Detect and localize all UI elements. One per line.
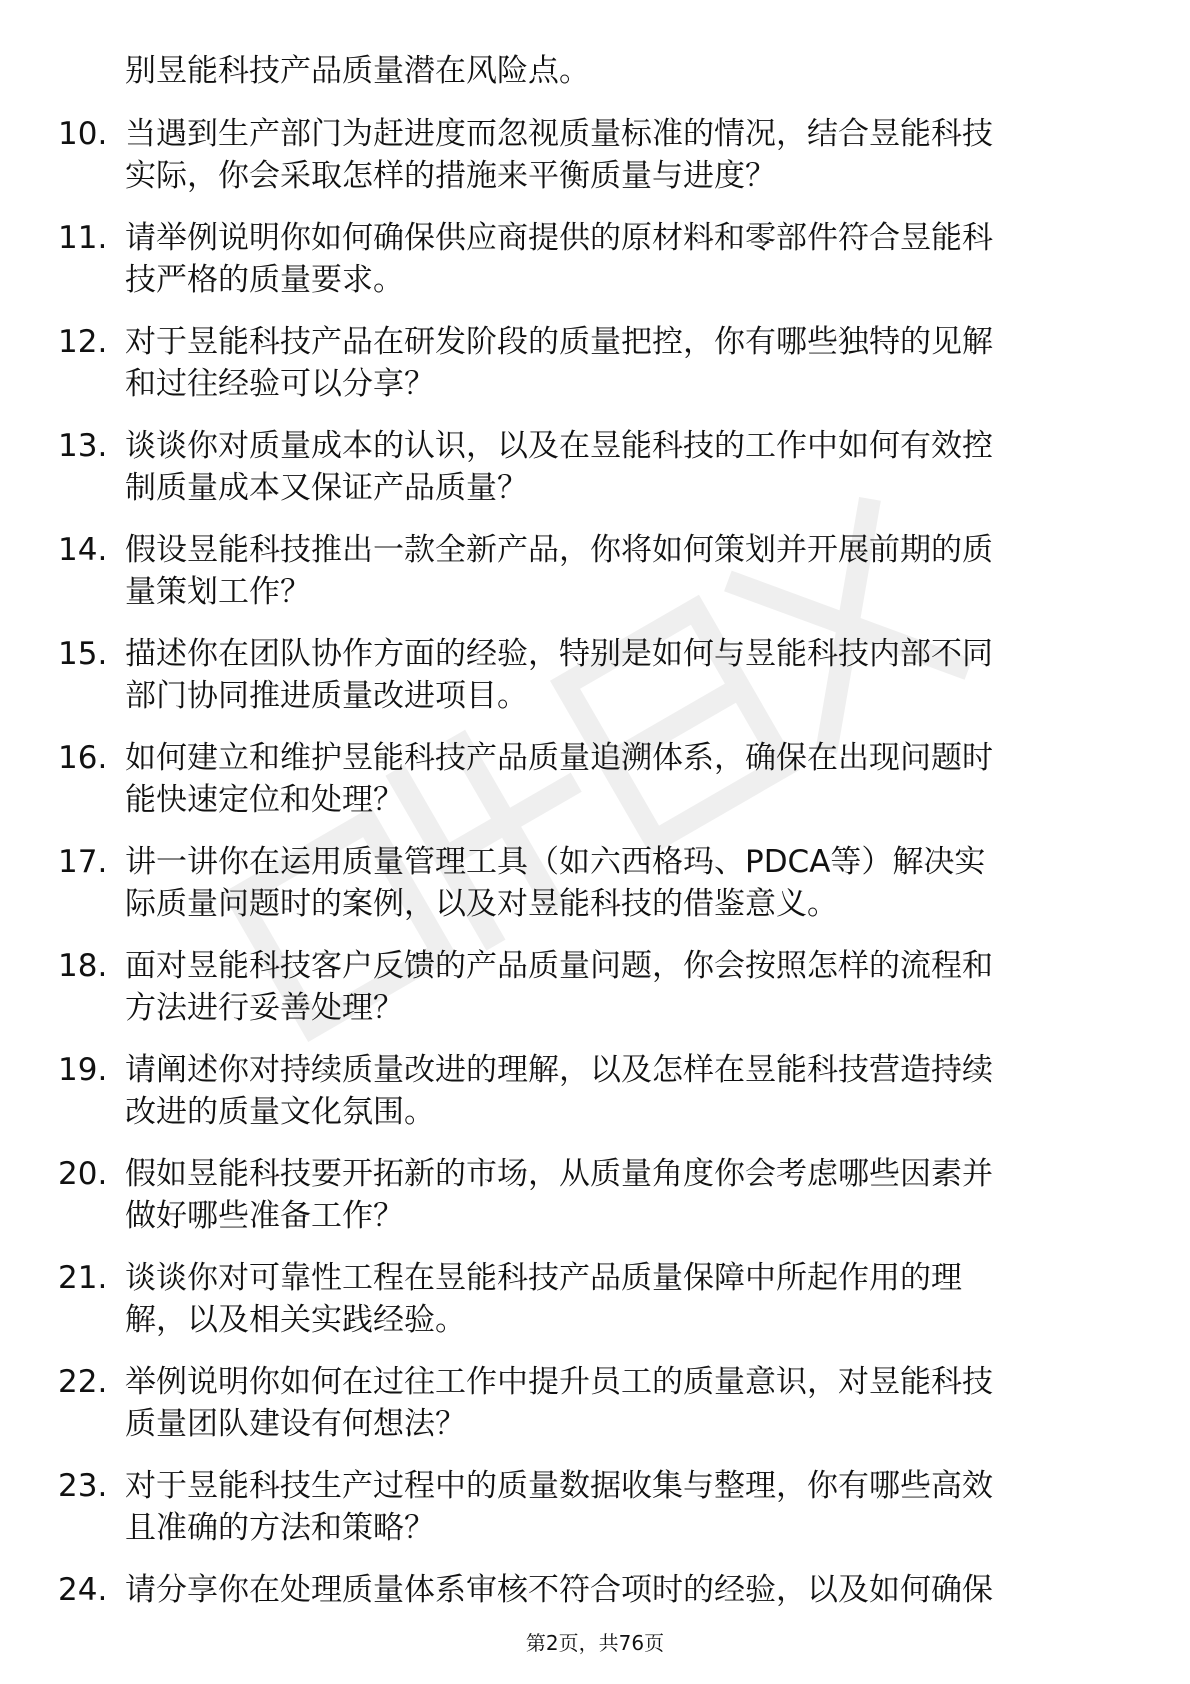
question-number: 24. (58, 1572, 108, 1608)
question-text (125, 633, 1125, 717)
page-footer: 第2页，共76页 (525, 1631, 665, 1655)
question-item (58, 1569, 1118, 1673)
question-number: 23. (58, 1468, 108, 1504)
question-line-1: 面对昱能科技客户反馈的产品质量问题，你会按照怎样的流程和 (125, 948, 993, 984)
question-line-2: 制质量成本又保证产品质量？ (125, 470, 528, 506)
question-line-2: 方法进行妥善处理？ (125, 990, 404, 1026)
question-item (58, 1361, 1118, 1465)
question-text (125, 1049, 1125, 1133)
question-text (125, 1465, 1125, 1549)
question-item (58, 1049, 1118, 1153)
question-number: 10. (58, 116, 108, 152)
question-line-1: 假设昱能科技推出一款全新产品，你将如何策划并开展前期的质 (125, 532, 993, 568)
question-number: 13. (58, 428, 108, 464)
question-line-2: 做好哪些准备工作？ (125, 1198, 404, 1234)
question-text (125, 737, 1125, 821)
question-line-2: 和过往经验可以分享？ (125, 366, 435, 402)
question-line-1: 对于昱能科技生产过程中的质量数据收集与整理，你有哪些高效 (125, 1468, 993, 1504)
question-line-1: 如何建立和维护昱能科技产品质量追溯体系，确保在出现问题时 (125, 740, 993, 776)
question-text (125, 217, 1125, 301)
question-item (58, 737, 1118, 841)
continuation-line: 别昱能科技产品质量潜在风险点。 (125, 53, 590, 89)
question-line-1: 谈谈你对可靠性工程在昱能科技产品质量保障中所起作用的理 (125, 1260, 962, 1296)
question-item (58, 633, 1118, 737)
question-number: 21. (58, 1260, 108, 1296)
question-line-2: 际质量问题时的案例，以及对昱能科技的借鉴意义。 (125, 886, 838, 922)
question-text (125, 425, 1125, 509)
question-line-2: 技严格的质量要求。 (125, 262, 404, 298)
question-line-1: 请举例说明你如何确保供应商提供的原材料和零部件符合昱能科 (125, 220, 993, 256)
question-text (125, 1361, 1125, 1445)
question-text (125, 841, 1125, 925)
question-number: 14. (58, 532, 108, 568)
question-number: 16. (58, 740, 108, 776)
question-line-2: 部门协同推进质量改进项目。 (125, 678, 528, 714)
question-line-1: 对于昱能科技产品在研发阶段的质量把控，你有哪些独特的见解 (125, 324, 993, 360)
question-line-1: 讲一讲你在运用质量管理工具（如六西格玛、PDCA等）解决实 (125, 844, 986, 880)
question-item (58, 945, 1118, 1049)
question-number: 19. (58, 1052, 108, 1088)
question-text (125, 1153, 1125, 1237)
question-line-2: 能快速定位和处理？ (125, 782, 404, 818)
question-number: 15. (58, 636, 108, 672)
question-line-2: 且准确的方法和策略？ (125, 1510, 435, 1546)
question-number: 17. (58, 844, 108, 880)
question-number: 12. (58, 324, 108, 360)
question-item (58, 425, 1118, 529)
question-item (58, 217, 1118, 321)
question-text (125, 1569, 1125, 1611)
question-line-1: 当遇到生产部门为赶进度而忽视质量标准的情况，结合昱能科技 (125, 116, 993, 152)
question-text (125, 945, 1125, 1029)
question-item (58, 113, 1118, 217)
question-item (58, 529, 1118, 633)
question-item (58, 1257, 1118, 1361)
question-text (125, 1257, 1125, 1341)
question-item (58, 1153, 1118, 1257)
question-line-1: 谈谈你对质量成本的认识，以及在昱能科技的工作中如何有效控 (125, 428, 993, 464)
question-line-2: 改进的质量文化氛围。 (125, 1094, 435, 1130)
question-number: 22. (58, 1364, 108, 1400)
question-line-1: 描述你在团队协作方面的经验，特别是如何与昱能科技内部不同 (125, 636, 993, 672)
question-number: 11. (58, 220, 108, 256)
question-number: 18. (58, 948, 108, 984)
question-line-2: 质量团队建设有何想法？ (125, 1406, 466, 1442)
question-line-2: 量策划工作？ (125, 574, 311, 610)
question-line-1: 举例说明你如何在过往工作中提升员工的质量意识，对昱能科技 (125, 1364, 993, 1400)
question-item (58, 841, 1118, 945)
question-line-1: 请分享你在处理质量体系审核不符合项时的经验，以及如何确保 (125, 1572, 993, 1608)
question-line-1: 请阐述你对持续质量改进的理解，以及怎样在昱能科技营造持续 (125, 1052, 993, 1088)
question-line-2: 实际，你会采取怎样的措施来平衡质量与进度？ (125, 158, 776, 194)
question-line-1: 假如昱能科技要开拓新的市场，从质量角度你会考虑哪些因素并 (125, 1156, 993, 1192)
question-list (58, 113, 1118, 1673)
question-line-2: 解，以及相关实践经验。 (125, 1302, 466, 1338)
question-text (125, 321, 1125, 405)
question-text (125, 529, 1125, 613)
question-number: 20. (58, 1156, 108, 1192)
question-item (58, 321, 1118, 425)
question-item (58, 1465, 1118, 1569)
question-text (125, 113, 1125, 197)
